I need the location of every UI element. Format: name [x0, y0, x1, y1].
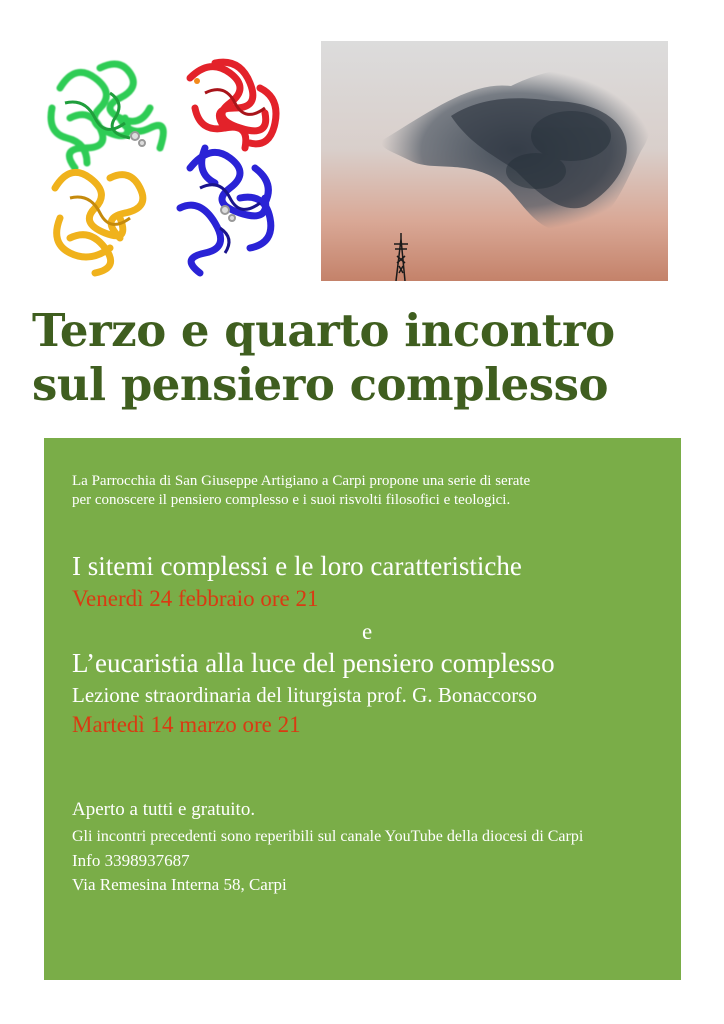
- event-1-date: Venerdì 24 febbraio ore 21: [72, 586, 319, 611]
- event-panel: [44, 438, 681, 980]
- open-to-all-text: Aperto a tutti e gratuito.: [72, 799, 256, 820]
- intro-line-2: per conoscere il pensiero complesso e i suoi risvolti filosofici e teologici.: [72, 492, 511, 508]
- starling-murmuration-photo: [321, 41, 668, 281]
- event-1-title: I sitemi complessi e le loro caratteristiche: [72, 551, 522, 581]
- conjunction: e: [362, 619, 373, 644]
- intro-line-1: La Parrocchia di San Giuseppe Artigiano a Carpi propone una serie di serate: [72, 473, 531, 489]
- title-line-2: sul pensiero complesso: [32, 358, 608, 411]
- title-line-1: Terzo e quarto incontro: [32, 304, 615, 357]
- page-title: [32, 304, 712, 412]
- event-2-subtitle: Lezione straordinaria del liturgista prof. G. Bonaccorso: [72, 683, 537, 707]
- address: Via Remesina Interna 58, Carpi: [72, 875, 287, 894]
- previous-meetings-text: Gli incontri precedenti sono reperibili sul canale YouTube della diocesi di Carpi: [72, 828, 584, 845]
- event-2-title: L’eucaristia alla luce del pensiero complesso: [72, 648, 555, 678]
- protein-structure-image: [40, 48, 308, 280]
- info-phone: Info 3398937687: [72, 851, 190, 870]
- event-2-date: Martedì 14 marzo ore 21: [72, 712, 301, 737]
- intro-text: [72, 472, 672, 510]
